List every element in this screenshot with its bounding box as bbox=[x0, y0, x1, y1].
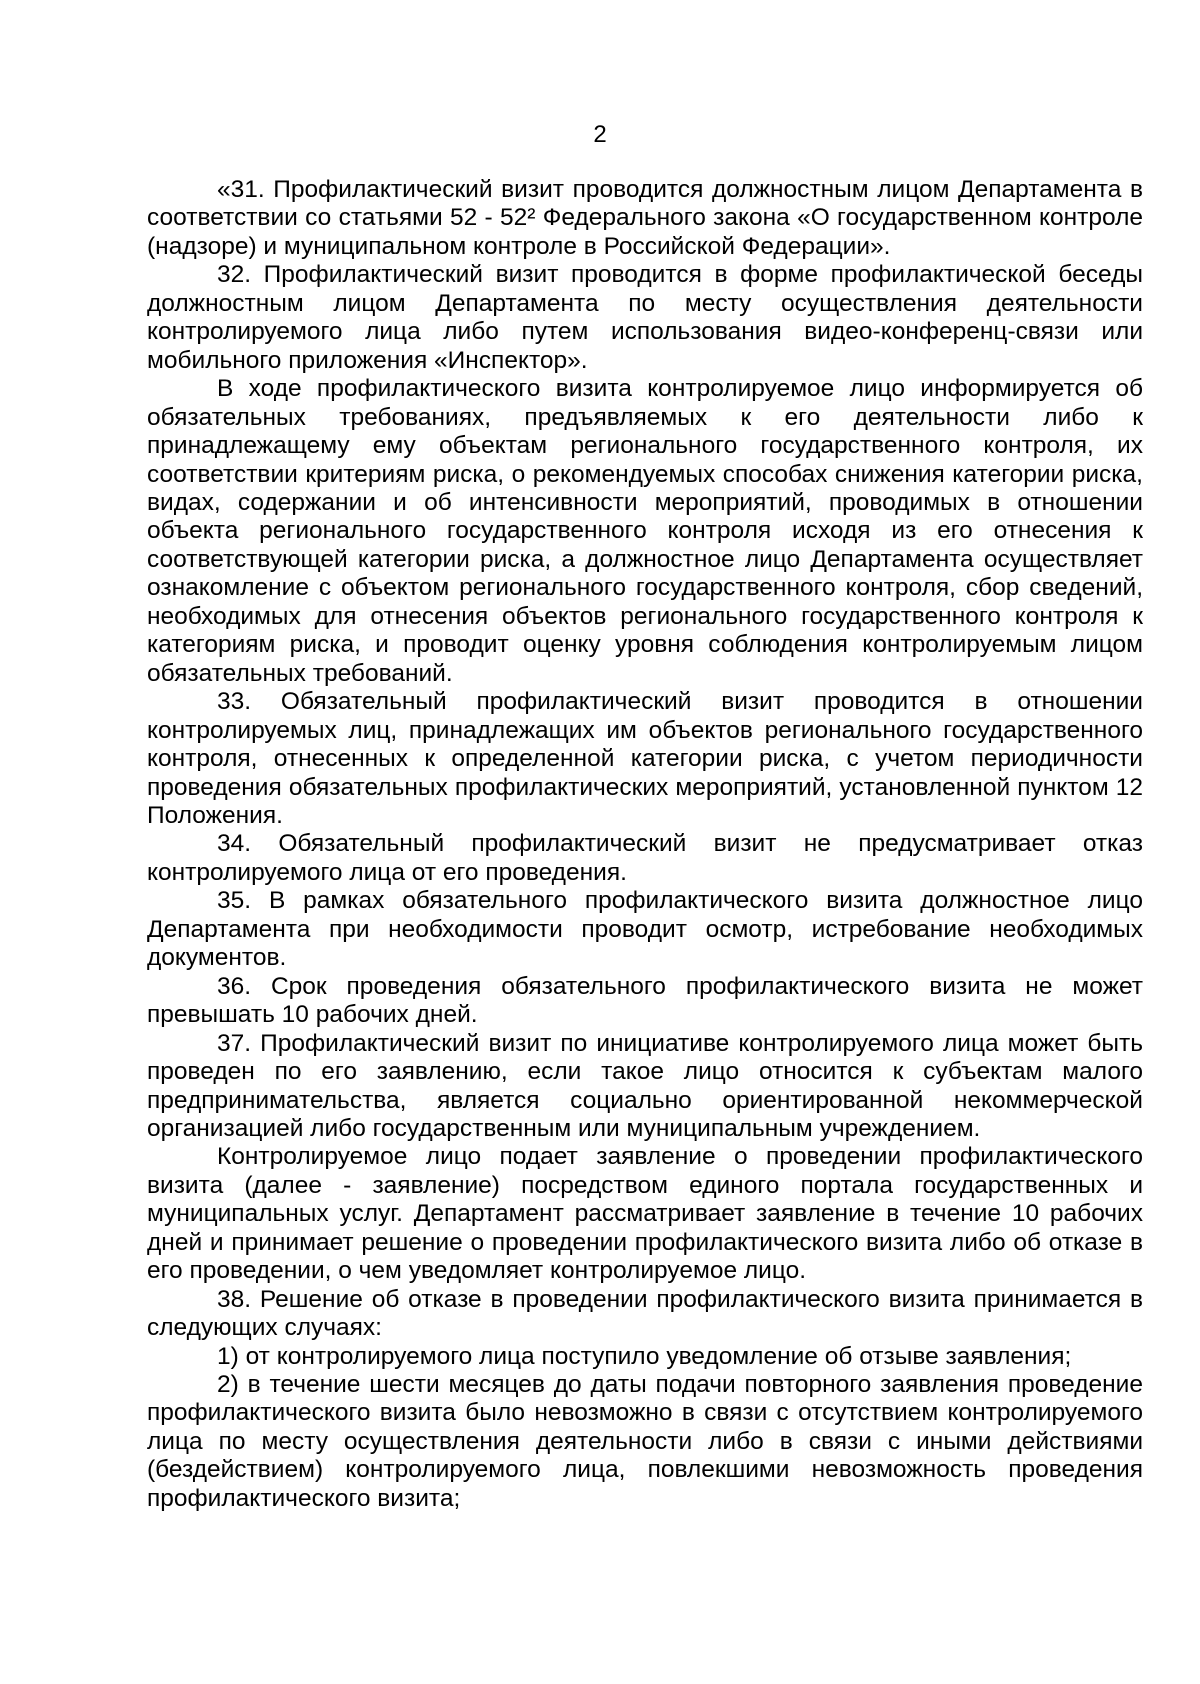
list-item-38-1: 1) от контролируемого лица поступило уведомление об отзыве заявления; bbox=[217, 1342, 1072, 1370]
paragraph-31: «31. Профилактический визит проводится должностным лицом Департамента в соответствии со статьями 52 - 52² Федерального закона «О государственном контроле (надзоре) и муниципальном контроле в Российской Федерации». bbox=[147, 176, 1143, 260]
paragraph-37-application: Контролируемое лицо подает заявление о проведении профилактического визита (далее - заявление) посредством единого портала государственных и муниципальных услуг. Департамент рассматривает заявление в течение 10 рабочих дней и принимает решение о проведении профилактического визита либо об отказе в его проведении, о чем уведомляет контролируемое лицо. bbox=[147, 1143, 1143, 1285]
paragraph-34: 34. Обязательный профилактический визит не предусматривает отказ контролируемого лица от его проведения. bbox=[147, 830, 1143, 886]
paragraph-33: 33. Обязательный профилактический визит проводится в отношении контролируемых лиц, принадлежащих им объектов регионального государственного контроля, отнесенных к определенной категории риска, с учетом периодичности проведения обязательных профилактических мероприятий, установленной пунктом 12 Положения. bbox=[147, 688, 1143, 829]
paragraph-32-detail: В ходе профилактического визита контролируемое лицо информируется об обязательных требованиях, предъявляемых к его деятельности либо к принадлежащему ему объектам регионального государственного контроля, их соответствии критериям риска, о рекомендуемых способах снижения категории риска, видах, содержании и об интенсивности мероприятий, проводимых в отношении объекта регионального государственного контроля исходя из его отнесения к соответствующей категории риска, а должностное лицо Департамента осуществляет ознакомление с объектом регионального государственного контроля, сбор сведений, необходимых для отнесения объектов регионального государственного контроля к категориям риска, и проводит оценку уровня соблюдения контролируемым лицом обязательных требований. bbox=[147, 375, 1143, 687]
paragraph-32: 32. Профилактический визит проводится в форме профилактической беседы должностным лицом Департамента по месту осуществления деятельности контролируемого лица либо путем использования видео-конференц-связи или мобильного приложения «Инспектор». bbox=[147, 261, 1143, 374]
paragraph-38: 38. Решение об отказе в проведении профилактического визита принимается в следующих случаях: bbox=[147, 1285, 1143, 1342]
page-number: 2 bbox=[593, 121, 607, 148]
paragraph-35: 35. В рамках обязательного профилактического визита должностное лицо Департамента при необходимости проводит осмотр, истребование необходимых документов. bbox=[147, 887, 1143, 972]
document-body bbox=[147, 176, 1143, 1513]
paragraph-37: 37. Профилактический визит по инициативе контролируемого лица может быть проведен по его заявлению, если такое лицо относится к субъектам малого предпринимательства, является социально ориентированной некоммерческой организацией либо государственным или муниципальным учреждением. bbox=[147, 1029, 1143, 1142]
list-item-38-2: 2) в течение шести месяцев до даты подачи повторного заявления проведение профилактического визита было невозможно в связи с отсутствием контролируемого лица по месту осуществления деятельности либо в связи с иными действиями (бездействием) контролируемого лица, повлекшими невозможность проведения профилактического визита; bbox=[147, 1371, 1143, 1512]
paragraph-36: 36. Срок проведения обязательного профилактического визита не может превышать 10 рабочих дней. bbox=[147, 972, 1143, 1029]
